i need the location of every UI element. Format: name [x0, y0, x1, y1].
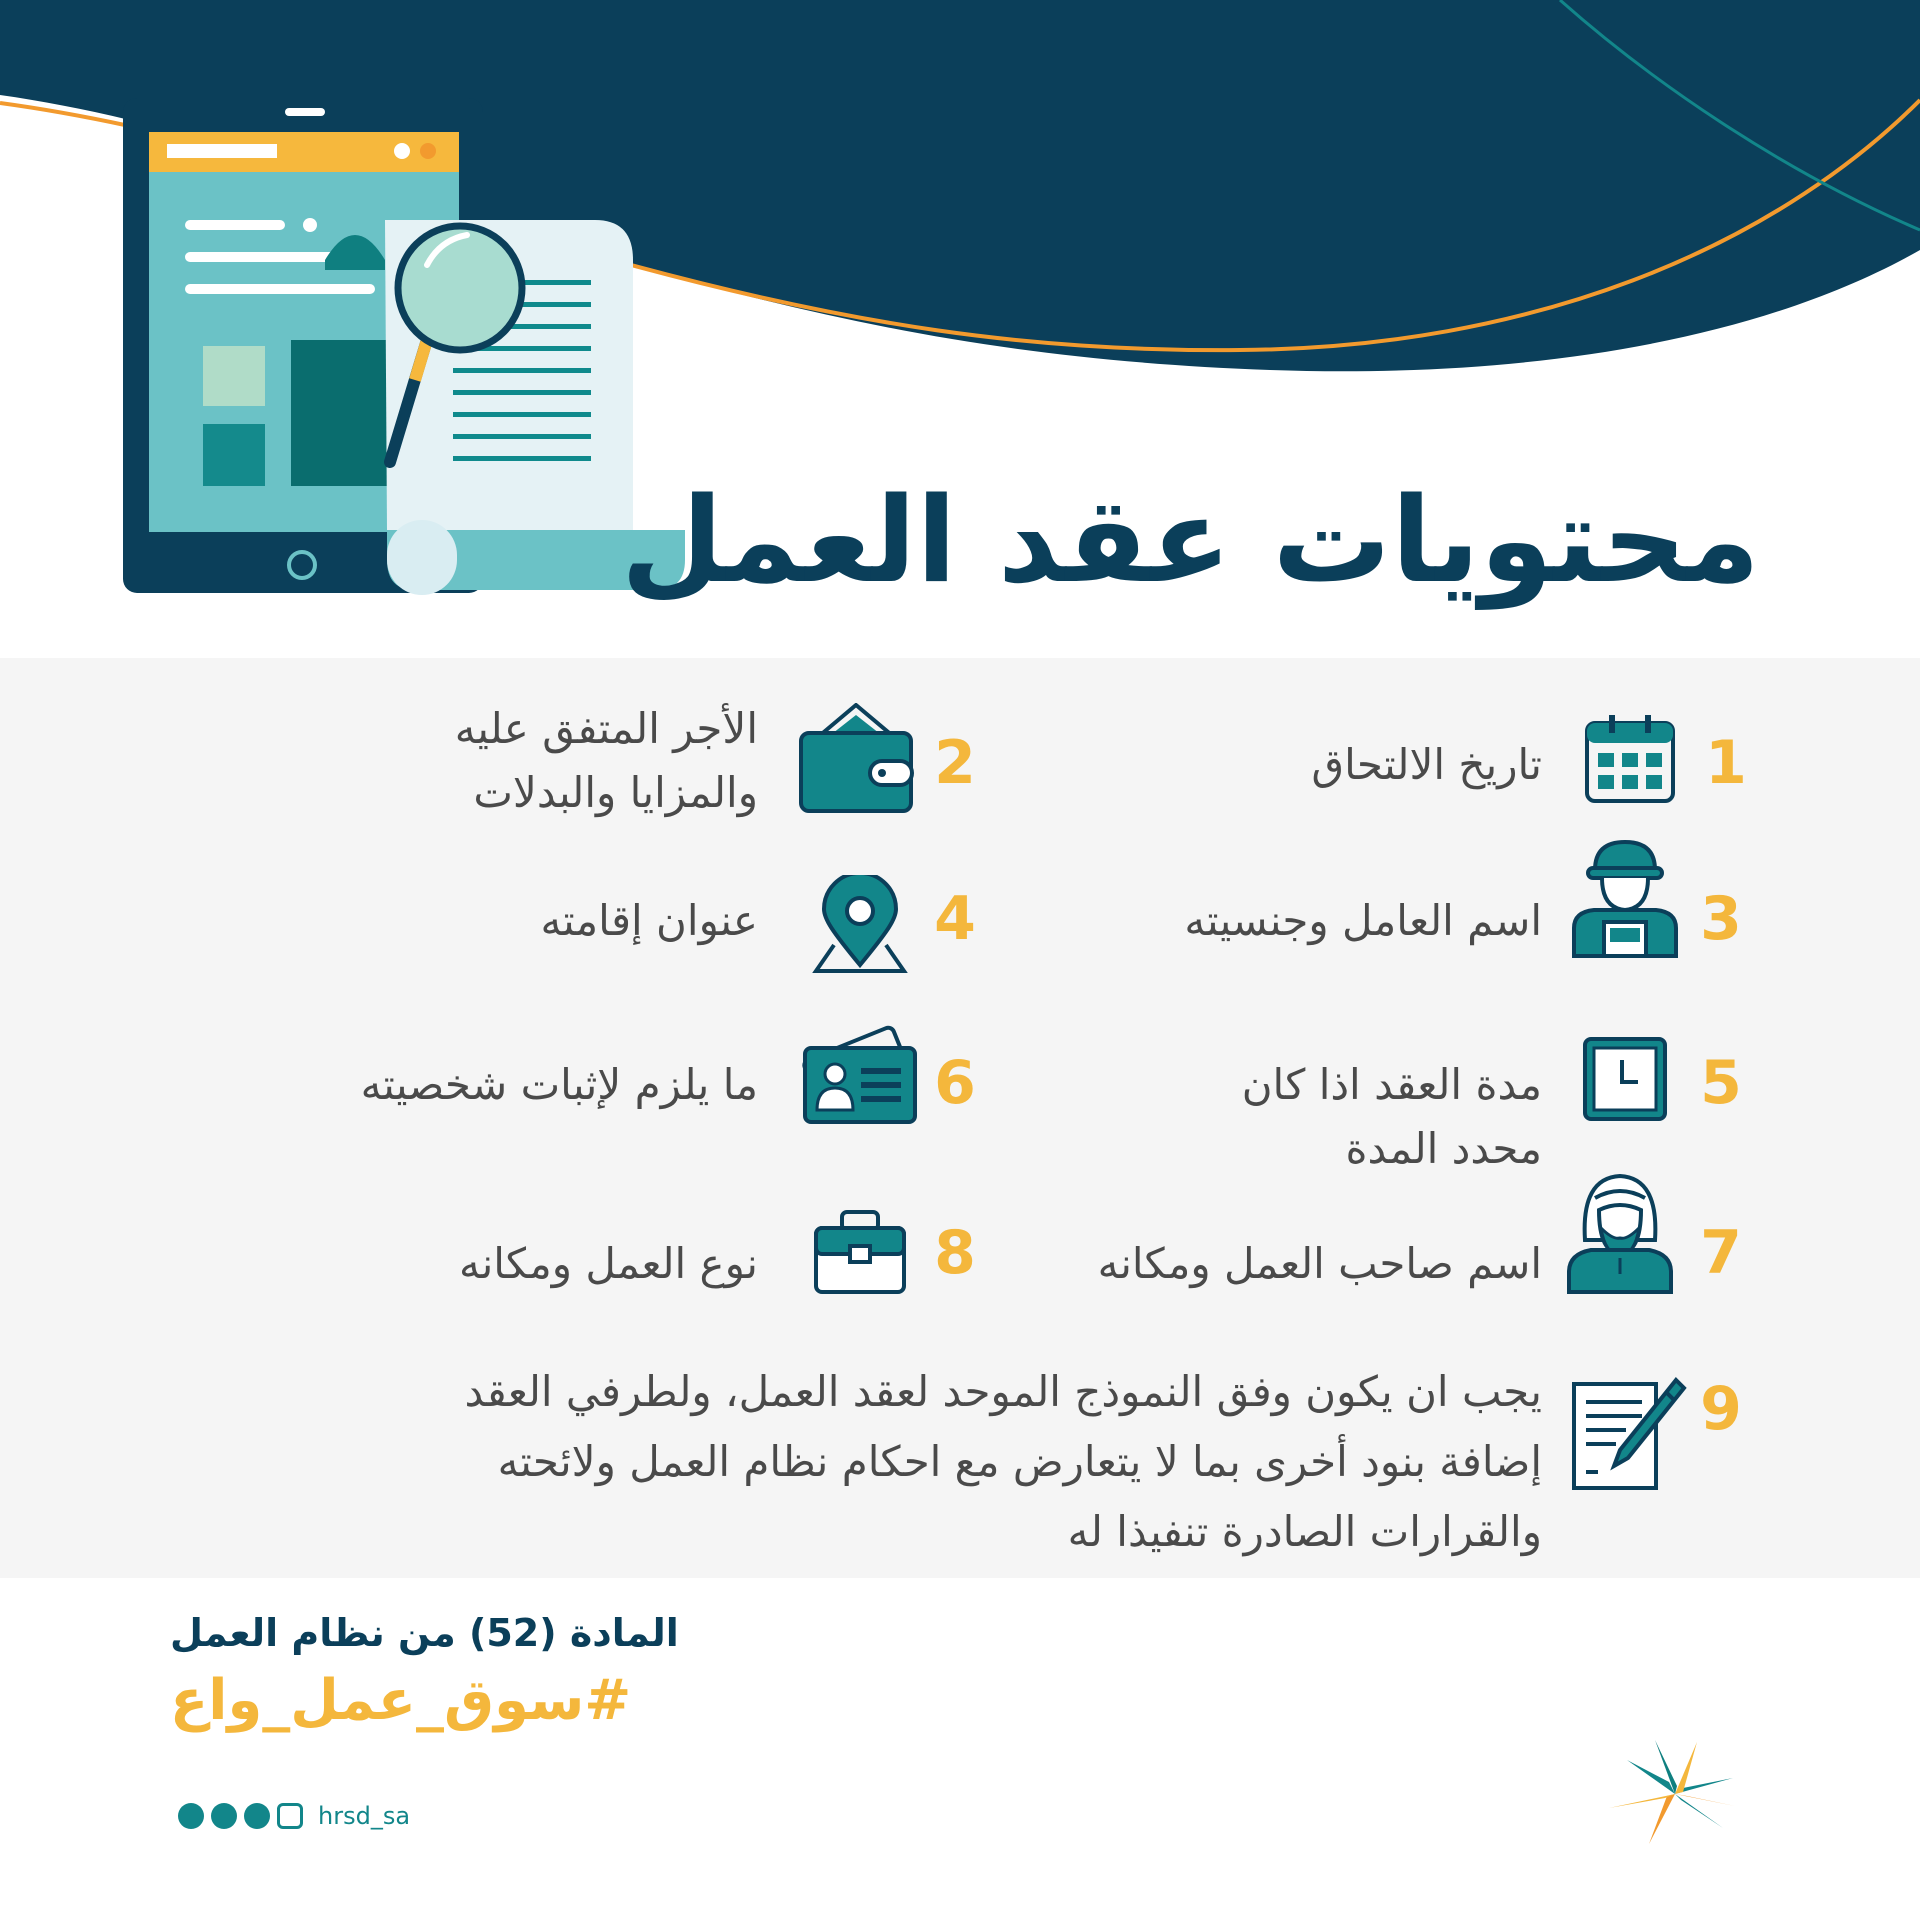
item-number: 5 — [1700, 1048, 1742, 1118]
item-text: نوع العمل ومكانه — [459, 1239, 758, 1288]
item-text: تاريخ الالتحاق — [1311, 740, 1542, 789]
item-number: 8 — [934, 1218, 976, 1288]
contract-pen-icon — [1568, 1374, 1688, 1492]
article-reference: المادة (52) من نظام العمل — [170, 1611, 679, 1655]
item-number: 4 — [934, 884, 976, 954]
item-number: 7 — [1700, 1218, 1742, 1288]
item-number: 1 — [1705, 728, 1747, 798]
worker-icon — [1570, 838, 1680, 960]
item-number: 3 — [1700, 884, 1742, 954]
item-text: الأجر المتفق عليه والمزايا والبدلات — [454, 704, 758, 817]
hashtag: #سوق_عمل_واع — [170, 1668, 632, 1733]
employer-icon — [1565, 1170, 1675, 1296]
briefcase-icon — [812, 1208, 908, 1298]
page-title: محتويات عقد العمل — [620, 471, 1760, 609]
item-number: 6 — [934, 1048, 976, 1118]
tablet-document-illustration — [115, 90, 695, 600]
social-handle[interactable]: hrsd_sa — [318, 1802, 411, 1830]
wallet-icon — [798, 703, 918, 815]
item-number: 2 — [934, 728, 976, 798]
id-card-icon — [795, 1022, 925, 1140]
instagram-icon[interactable] — [277, 1803, 303, 1829]
snapchat-icon[interactable] — [211, 1803, 237, 1829]
location-pin-icon — [812, 875, 908, 975]
item-text: يجب ان يكون وفق النموذج الموحد لعقد العمل، ولطرفي العقد إضافة بنود أخرى بما لا يتعارض مع احكام نظام العمل ولائحته والقرارات الصادرة تنفيذا له — [464, 1367, 1542, 1556]
twitter-icon[interactable] — [178, 1803, 204, 1829]
clock-icon — [1582, 1036, 1668, 1122]
item-text: ما يلزم لإثبات شخصيته — [360, 1060, 758, 1109]
item-number: 9 — [1700, 1374, 1742, 1444]
facebook-icon[interactable] — [244, 1803, 270, 1829]
item-text: اسم صاحب العمل ومكانه — [1097, 1239, 1542, 1288]
item-text: مدة العقد اذا كان محدد المدة — [1241, 1060, 1542, 1173]
calendar-icon — [1584, 713, 1676, 805]
item-text: اسم العامل وجنسيته — [1184, 896, 1542, 945]
item-text: عنوان إقامته — [540, 896, 758, 945]
ministry-logo — [1605, 1738, 1745, 1850]
